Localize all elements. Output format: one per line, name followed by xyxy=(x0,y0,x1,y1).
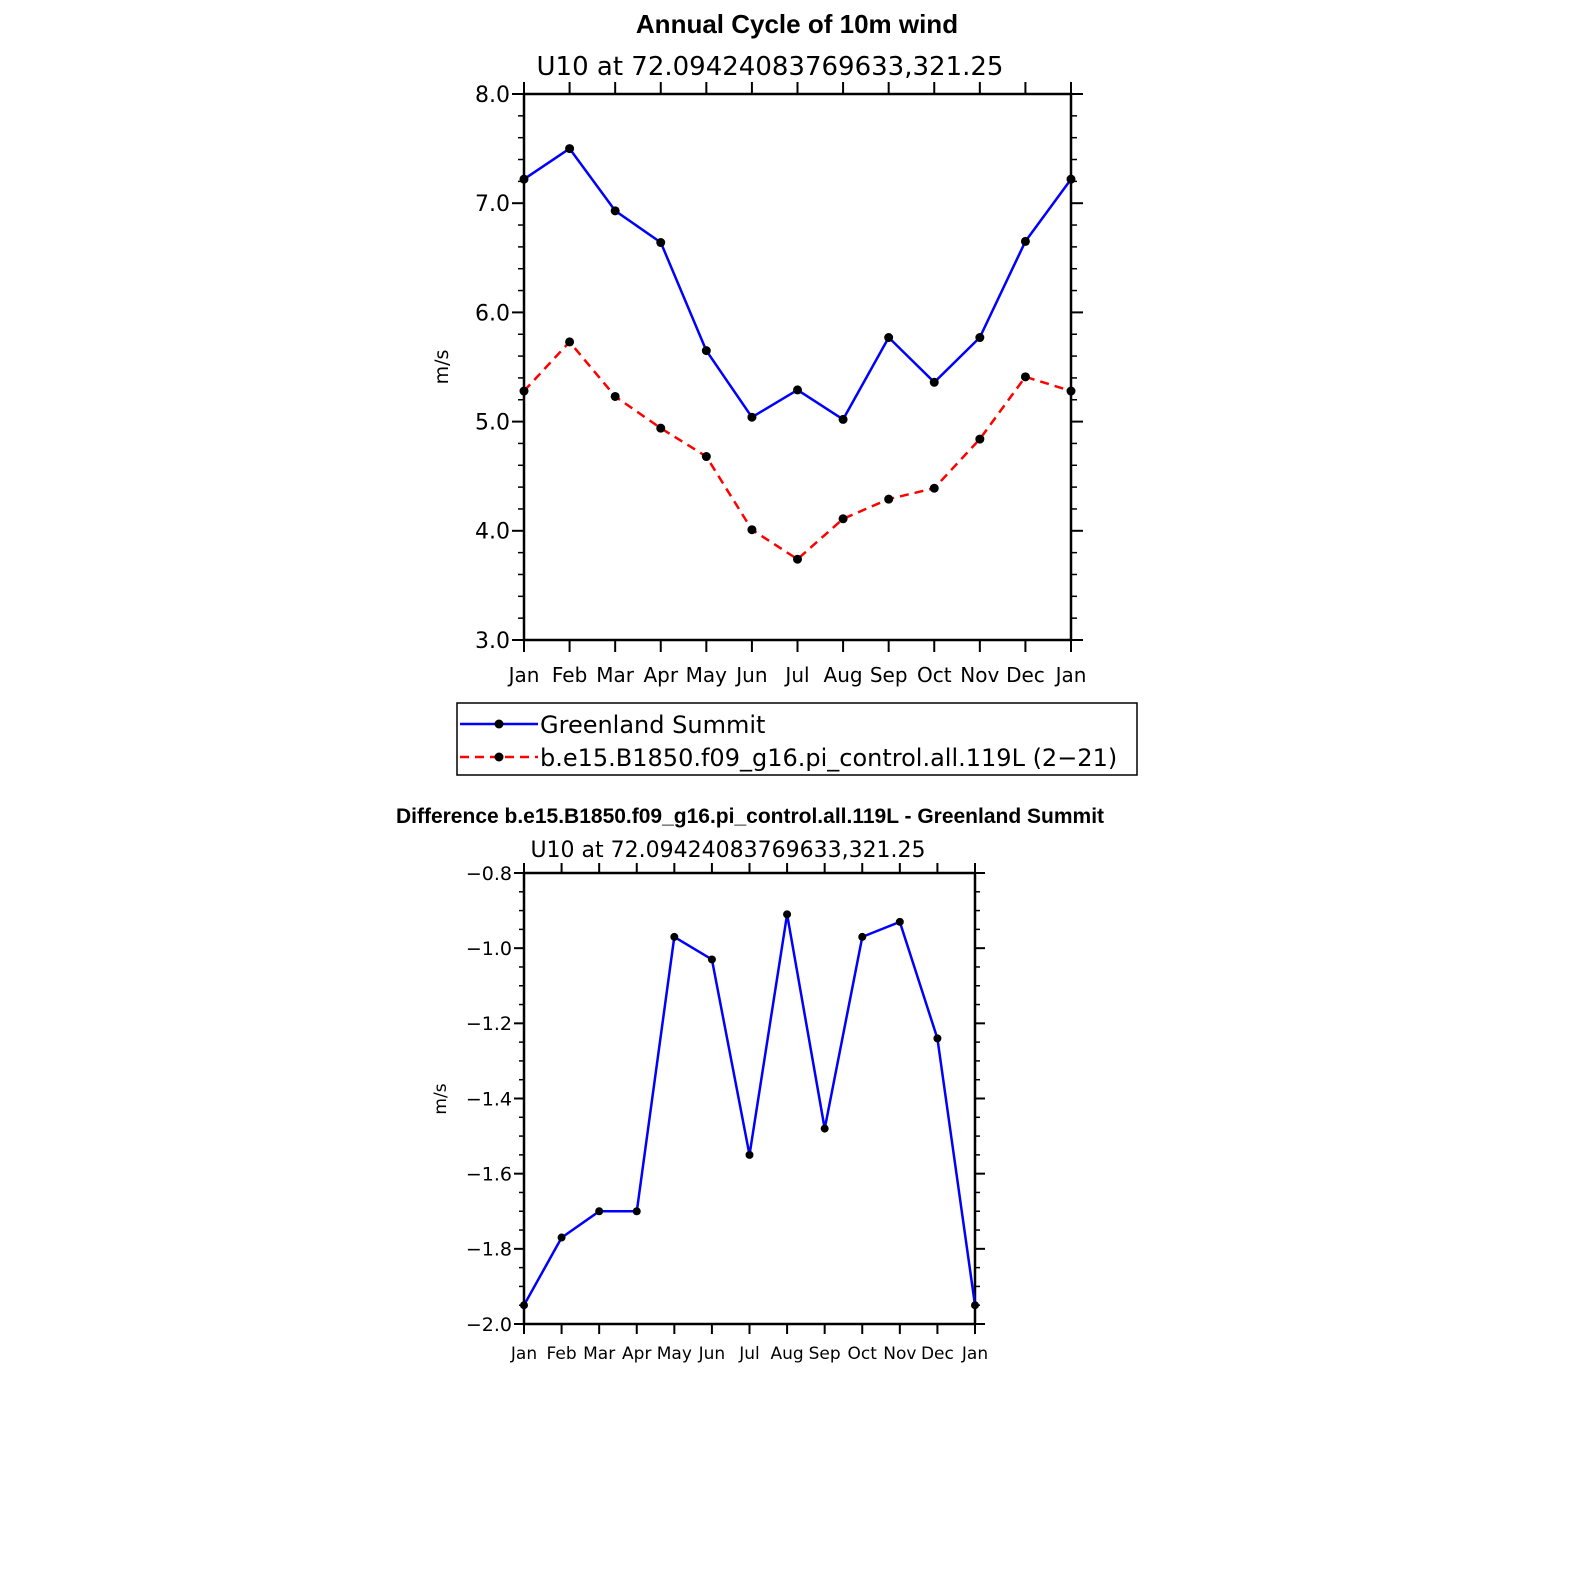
data-point xyxy=(747,413,756,422)
y-tick-label: 3.0 xyxy=(475,628,510,654)
data-point xyxy=(975,435,984,444)
data-point xyxy=(793,555,802,564)
data-point xyxy=(656,424,665,433)
x-tick-label: Aug xyxy=(823,663,863,687)
data-point xyxy=(702,452,711,461)
x-tick-label: Sep xyxy=(869,663,908,687)
y-tick-label: 4.0 xyxy=(475,519,510,545)
x-tick-label: Jan xyxy=(1055,663,1087,687)
data-point xyxy=(520,1301,528,1309)
x-tick-label: May xyxy=(685,663,728,687)
data-point xyxy=(839,415,848,424)
x-tick-label: Jul xyxy=(739,1344,760,1364)
y-tick-label: −2.0 xyxy=(465,1313,512,1336)
x-tick-label: Sep xyxy=(808,1344,841,1364)
data-point xyxy=(896,918,904,926)
data-point xyxy=(793,385,802,394)
y-tick-label: −1.8 xyxy=(465,1238,512,1261)
data-point xyxy=(633,1207,641,1215)
data-point xyxy=(1067,387,1076,396)
data-point xyxy=(858,933,866,941)
data-point xyxy=(611,392,620,401)
x-tick-label: Oct xyxy=(847,1344,877,1364)
y-tick-label: −1.6 xyxy=(465,1163,512,1186)
data-point xyxy=(930,378,939,387)
y-axis-label: m/s xyxy=(431,349,453,385)
x-tick-label: Feb xyxy=(546,1344,577,1364)
data-point xyxy=(971,1301,979,1309)
data-point xyxy=(595,1207,603,1215)
x-tick-label: Feb xyxy=(551,663,588,687)
data-point xyxy=(821,1125,829,1133)
y-tick-label: 6.0 xyxy=(475,301,510,327)
data-point xyxy=(933,1034,941,1042)
data-point xyxy=(670,933,678,941)
x-tick-label: Aug xyxy=(770,1344,804,1364)
legend-entry: Greenland Summit xyxy=(540,711,766,739)
x-tick-label: Nov xyxy=(883,1344,917,1364)
data-point xyxy=(1067,175,1076,184)
legend-swatch-marker xyxy=(495,720,504,729)
data-point xyxy=(839,514,848,523)
data-point xyxy=(884,495,893,504)
x-tick-label: Jun xyxy=(736,663,768,687)
legend-entry: b.e15.B1850.f09_g16.pi_control.all.119L (2−21) xyxy=(540,744,1118,772)
x-tick-label: Dec xyxy=(920,1344,954,1364)
x-tick-label: Apr xyxy=(622,1344,652,1364)
x-tick-label: May xyxy=(656,1344,692,1364)
x-tick-label: Nov xyxy=(960,663,1000,687)
legend-swatch-marker xyxy=(495,753,504,762)
data-point xyxy=(702,346,711,355)
data-point xyxy=(708,955,716,963)
chart-title: Difference b.e15.B1850.f09_g16.pi_control.all.119L - Greenland Summit xyxy=(395,805,1105,828)
data-point xyxy=(1021,237,1030,246)
y-tick-label: 5.0 xyxy=(475,410,510,436)
data-point xyxy=(611,206,620,215)
data-point xyxy=(565,337,574,346)
data-point xyxy=(930,484,939,493)
x-tick-label: Jan xyxy=(510,1344,538,1364)
data-point xyxy=(783,910,791,918)
x-tick-label: Jan xyxy=(508,663,540,687)
y-tick-label: −1.0 xyxy=(465,938,512,961)
x-tick-label: Dec xyxy=(1006,663,1045,687)
data-point xyxy=(565,144,574,153)
y-tick-label: −1.2 xyxy=(465,1013,512,1036)
x-tick-label: Mar xyxy=(596,663,635,687)
legend xyxy=(457,703,1137,775)
data-point xyxy=(884,333,893,342)
chart-subtitle: U10 at 72.09424083769633,321.25 xyxy=(530,838,926,863)
series-line-1 xyxy=(524,342,1071,559)
x-tick-label: Apr xyxy=(643,663,679,687)
x-tick-label: Oct xyxy=(916,663,952,687)
data-point xyxy=(747,525,756,534)
y-tick-label: 8.0 xyxy=(475,82,510,108)
chart-title: Annual Cycle of 10m wind xyxy=(635,9,959,39)
data-point xyxy=(520,175,529,184)
x-tick-label: Jul xyxy=(785,663,810,687)
difference-chart xyxy=(396,805,1104,1364)
x-tick-label: Jun xyxy=(698,1344,726,1364)
annual-cycle-chart xyxy=(431,9,1137,775)
y-axis-label: m/s xyxy=(431,1083,451,1115)
data-point xyxy=(975,333,984,342)
data-point xyxy=(656,238,665,247)
chart-subtitle: U10 at 72.09424083769633,321.25 xyxy=(536,52,1004,82)
x-tick-label: Jan xyxy=(961,1344,989,1364)
plot-frame xyxy=(524,873,975,1324)
x-tick-label: Mar xyxy=(583,1344,616,1364)
y-tick-label: −1.4 xyxy=(465,1088,512,1111)
y-tick-label: 7.0 xyxy=(475,192,510,218)
data-point xyxy=(558,1234,566,1242)
series-line-0 xyxy=(524,914,975,1305)
data-point xyxy=(746,1151,754,1159)
data-point xyxy=(520,387,529,396)
data-point xyxy=(1021,372,1030,381)
series-line-0 xyxy=(524,149,1071,420)
y-tick-label: −0.8 xyxy=(465,862,512,885)
